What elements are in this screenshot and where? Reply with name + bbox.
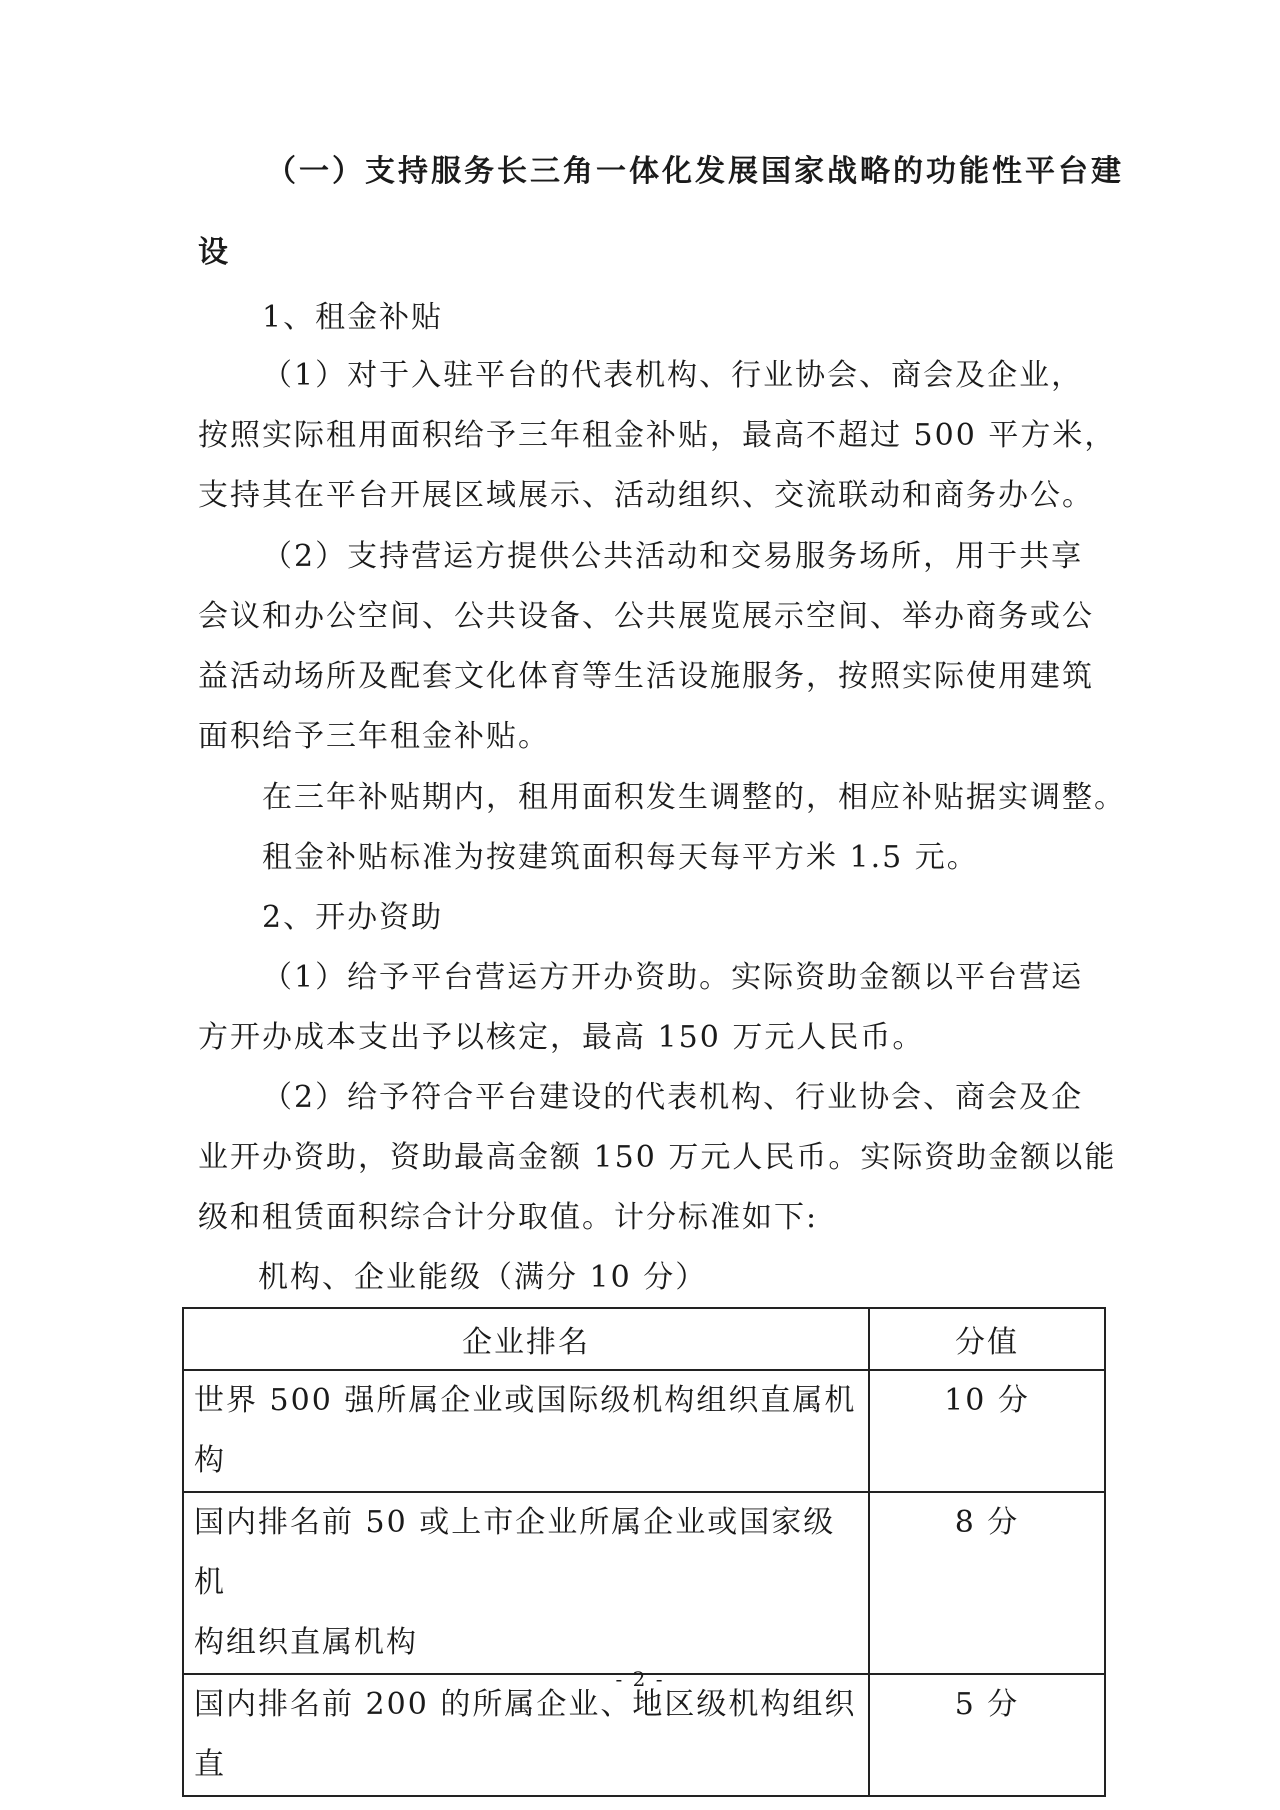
item1-paragraph1-line3: 支持其在平台开展区域展示、活动组织、交流联动和商务办公。: [198, 478, 1094, 513]
table-row: [183, 1492, 1105, 1674]
item1-paragraph2-line4: 面积给予三年租金补贴。: [198, 719, 550, 754]
item2-paragraph2-line2: 业开办资助，资助最高金额 150 万元人民币。实际资助金额以能: [198, 1140, 1117, 1175]
page-number: - 2 -: [615, 1667, 665, 1691]
item2-title: 2、开办资助: [262, 900, 444, 935]
table-row: [183, 1674, 1105, 1796]
section-heading-line2: 设: [198, 235, 231, 270]
item1-paragraph1-line1: （1）对于入驻平台的代表机构、行业协会、商会及企业，: [262, 358, 1084, 393]
table-header-row: [183, 1308, 1105, 1370]
item1-paragraph1-line2: 按照实际租用面积给予三年租金补贴，最高不超过 500 平方米，: [198, 418, 1117, 453]
item1-paragraph3: 在三年补贴期内，租用面积发生调整的，相应补贴据实调整。: [262, 780, 1126, 815]
ranking-text-line1: 世界 500 强所属企业或国际级机构组织直属机构: [194, 1383, 857, 1478]
item2-paragraph2-line3: 级和租赁面积综合计分取值。计分标准如下:: [198, 1200, 819, 1235]
ranking-text-line2: 构组织直属机构: [194, 1625, 418, 1660]
table-cell-score: 10 分: [869, 1370, 1105, 1492]
item2-paragraph1-line2: 方开办成本支出予以核定，最高 150 万元人民币。: [198, 1020, 925, 1055]
table-cell-ranking: [183, 1370, 869, 1492]
item1-title: 1、租金补贴: [262, 300, 444, 335]
item1-paragraph4: 租金补贴标准为按建筑面积每天每平方米 1.5 元。: [262, 840, 979, 875]
section-heading-line1: （一）支持服务长三角一体化发展国家战略的功能性平台建: [266, 154, 1124, 189]
table-cell-score: 8 分: [869, 1492, 1105, 1674]
item1-paragraph2-line3: 益活动场所及配套文化体育等生活设施服务，按照实际使用建筑: [198, 659, 1094, 694]
item2-paragraph2-line1: （2）给予符合平台建设的代表机构、行业协会、商会及企: [262, 1080, 1084, 1115]
table-header-score: 分值: [869, 1308, 1105, 1370]
ranking-text-line1: 国内排名前 50 或上市企业所属企业或国家级机: [194, 1505, 836, 1600]
table-cell-score: 5 分: [869, 1674, 1105, 1796]
table-header-ranking: 企业排名: [183, 1308, 869, 1370]
item1-paragraph2-line1: （2）支持营运方提供公共活动和交易服务场所，用于共享: [262, 539, 1084, 574]
ranking-text-line1: 国内排名前 200 的所属企业、地区级机构组织直: [194, 1687, 857, 1782]
table-caption: 机构、企业能级（满分 10 分）: [258, 1260, 708, 1295]
table-cell-ranking: [183, 1492, 869, 1674]
item1-paragraph2-line2: 会议和办公空间、公共设备、公共展览展示空间、举办商务或公: [198, 599, 1094, 634]
item2-paragraph1-line1: （1）给予平台营运方开办资助。实际资助金额以平台营运: [262, 960, 1084, 995]
score-table: [182, 1307, 1106, 1797]
table-cell-ranking: [183, 1674, 869, 1796]
table-row: [183, 1370, 1105, 1492]
